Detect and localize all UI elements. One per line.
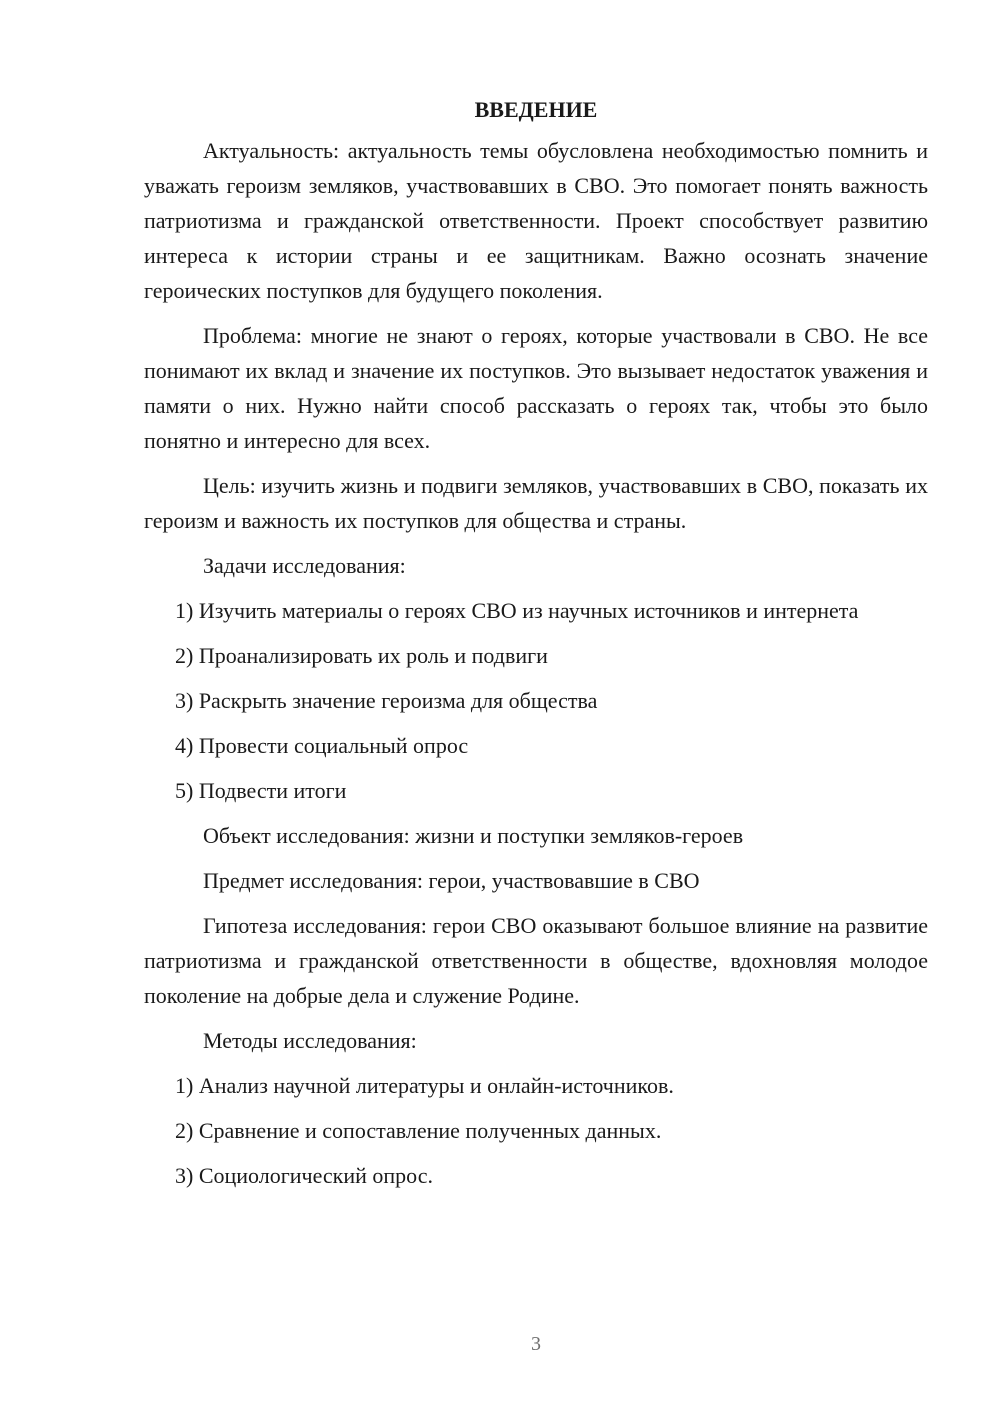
task-item-2: 2) Проанализировать их роль и подвиги <box>175 643 548 668</box>
tasks-heading: Задачи исследования: <box>203 553 406 578</box>
page-title: ВВЕДЕНИЕ <box>474 97 598 122</box>
task-item-3: 3) Раскрыть значение героизма для общества <box>175 688 598 713</box>
page-number: 3 <box>531 1333 541 1355</box>
method-item-3: 3) Социологический опрос. <box>175 1163 433 1188</box>
page-content <box>144 92 928 1203</box>
relevance-paragraph: Актуальность: актуальность темы обусловлена необходимостью помнить и уважать героизм земляков, участвовавших в СВО. Это помогает понять важность патриотизма и гражданской ответственности. Проект способствует развитию интереса к истории страны и ее защитникам. Важно осознать значение героических поступков для будущего поколения. <box>144 138 928 303</box>
method-item-1: 1) Анализ научной литературы и онлайн-источников. <box>175 1073 674 1098</box>
method-item-2: 2) Сравнение и сопоставление полученных данных. <box>175 1118 662 1143</box>
task-item-4: 4) Провести социальный опрос <box>175 733 469 758</box>
goal-paragraph: Цель: изучить жизнь и подвиги земляков, участвовавших в СВО, показать их героизм и важность их поступков для общества и страны. <box>144 473 928 533</box>
hypothesis-paragraph: Гипотеза исследования: герои СВО оказывают большое влияние на развитие патриотизма и гражданской ответственности в обществе, вдохновляя молодое поколение на добрые дела и служение Родине. <box>144 913 928 1008</box>
object-line: Объект исследования: жизни и поступки земляков-героев <box>203 823 744 848</box>
subject-line: Предмет исследования: герои, участвовавшие в СВО <box>203 868 700 893</box>
task-item-5: 5) Подвести итоги <box>175 778 347 803</box>
methods-heading: Методы исследования: <box>203 1028 417 1053</box>
problem-paragraph: Проблема: многие не знают о героях, которые участвовали в СВО. Не все понимают их вклад и значение их поступков. Это вызывает недостаток уважения и памяти о них. Нужно найти способ рассказать о героях так, чтобы это было понятно и интересно для всех. <box>144 323 928 453</box>
task-item-1: 1) Изучить материалы о героях СВО из научных источников и интернета <box>175 598 859 623</box>
